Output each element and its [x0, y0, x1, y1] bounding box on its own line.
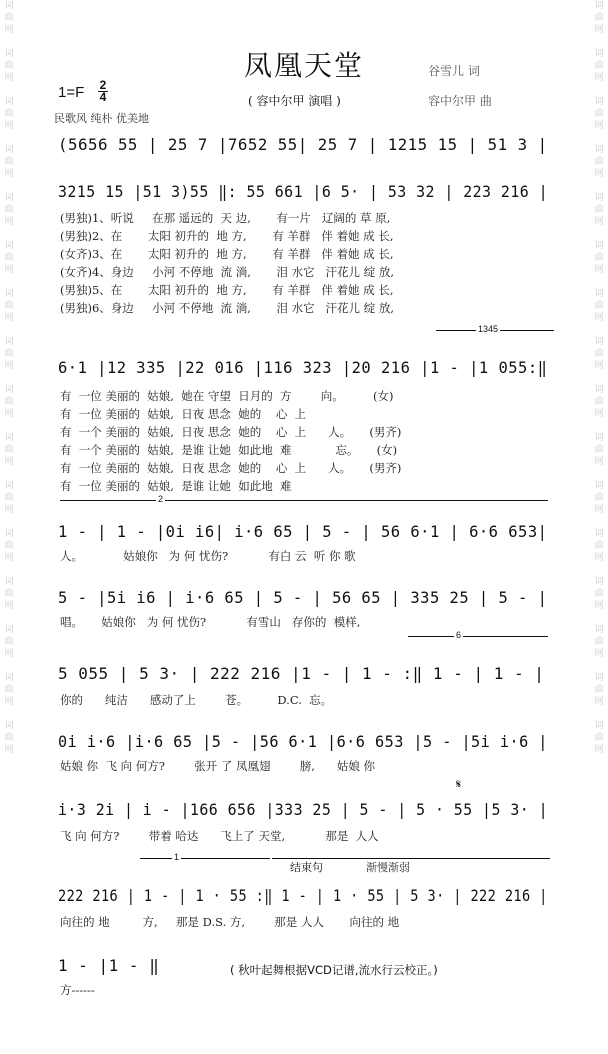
- notation-row-5: 5 - |5i i6 | i·6 65 | 5 - | 56 65 | 335 25 | 5 - |: [58, 588, 548, 607]
- composer-credit: 容中尔甲 曲: [428, 94, 492, 108]
- verse-line-2: (男独)2、在 太阳 初升的 地 方, 有 羊群 伴 着她 成 长,: [60, 229, 394, 243]
- lyricist-credit: 谷雪儿 词: [428, 64, 480, 78]
- volta-label-1: 1: [174, 852, 180, 862]
- verse-line-6: (男独)6、身边 小河 不停地 流 淌, 泪 水它 汗花儿 绽 放,: [60, 301, 395, 315]
- notation-row-4: 1 - | 1 - |0i i6| i·6 65 | 5 - | 56 6·1 | 6·6 653|: [58, 522, 548, 541]
- volta-label-1345: 1345: [478, 324, 499, 334]
- volta-bracket-1: [140, 858, 270, 859]
- dynamic-marking: 渐慢渐弱: [366, 861, 410, 874]
- lyric-row-6: 你的 纯洁 感动了上 苍。 D.C. 忘。: [60, 693, 333, 707]
- lyric-row-5: 唱。 姑娘你 为 何 忧伤? 有雪山 存你的 模样,: [60, 615, 361, 629]
- time-signature: [98, 80, 108, 103]
- notation-row-8: i·3 2i | i - |166 656 |333 25 | 5 - | 5 · 55 |5 3· |: [58, 800, 549, 819]
- verse-line-3: (女齐)3、在 太阳 初升的 地 方, 有 羊群 伴 着她 成 长,: [60, 247, 394, 261]
- volta-label-2: 2: [158, 494, 164, 504]
- refrain-line-2: 有 一位 美丽的 姑娘, 日夜 思念 她的 心 上: [60, 407, 307, 421]
- notation-row-9: 222 216 | 1 - | 1 · 55 :‖ 1 - | 1 · 55 | 5 3· | 222 216 |: [58, 886, 548, 905]
- watermark-right: 词曲网 词曲网 词曲网 词曲网 词曲网 词曲网 词曲网 词曲网 词曲网 词曲网 词曲网 词曲网 词曲网 词曲网 词曲网 词曲网: [594, 1, 604, 755]
- lyric-row-10: 方------: [60, 983, 95, 997]
- notation-row-6: 5 055 | 5 3· | 222 216 |1 - | 1 - :‖ 1 - | 1 - |: [58, 664, 545, 683]
- lyric-row-7: 姑娘 你 飞 向 何方? 张开 了 凤凰翅 膀, 姑娘 你: [60, 759, 375, 773]
- notation-row-3: 6·1 |12 335 |22 016 |116 323 |20 216 |1 - |1 055:‖: [58, 358, 548, 377]
- watermark-left: 词曲网 词曲网 词曲网 词曲网 词曲网 词曲网 词曲网 词曲网 词曲网 词曲网 词曲网 词曲网 词曲网 词曲网 词曲网 词曲网: [4, 1, 14, 755]
- refrain-line-3: 有 一个 美丽的 姑娘, 日夜 思念 她的 心 上 人。 (男齐): [60, 425, 402, 439]
- refrain-line-1: 有 一位 美丽的 姑娘, 她在 守望 日月的 方 向。 (女): [60, 389, 394, 403]
- ending-label: 结束句: [290, 861, 323, 874]
- segno-sign: 𝄋: [456, 777, 462, 791]
- verse-line-1: (男独)1、听说 在那 遥远的 天 边, 有一片 辽阔的 草 原,: [60, 211, 391, 225]
- performance-style: 民歌风 纯朴 优美地: [54, 112, 149, 125]
- refrain-line-6: 有 一位 美丽的 姑娘, 是谁 让她 如此地 难: [60, 479, 292, 493]
- transcription-note: ( 秋叶起舞根据VCD记谱,流水行云校正。): [230, 963, 438, 977]
- notation-row-1: (5656 55 | 25 7 |7652 55| 25 7 | 1215 15 | 51 3 |: [58, 135, 548, 154]
- notation-row-2: 3215 15 |51 3)55 ‖: 55 661 |6 5· | 53 32 | 223 216 |: [58, 182, 549, 201]
- lyric-row-4: 人。 姑娘你 为 何 忧伤? 有白 云 听 你 歌: [60, 549, 356, 563]
- key-signature: 1=F: [58, 84, 85, 101]
- volta-bracket-6: [408, 636, 548, 637]
- notation-row-10: 1 - |1 - ‖: [58, 956, 160, 975]
- song-title: 凤凰天堂: [243, 49, 364, 82]
- notation-row-7: 0i i·6 |i·6 65 |5 - |56 6·1 |6·6 653 |5 - |5i i·6 |: [58, 732, 548, 751]
- verse-line-4: (女齐)4、身边 小河 不停地 流 淌, 泪 水它 汗花儿 绽 放,: [60, 265, 395, 279]
- volta-bracket-2: [60, 500, 548, 501]
- volta-label-6: 6: [456, 630, 462, 640]
- lyric-row-9: 向往的 地 方, 那是 D.S. 方, 那是 人人 向往的 地: [60, 915, 400, 929]
- refrain-line-4: 有 一个 美丽的 姑娘, 是谁 让她 如此地 难 忘。 (女): [60, 443, 398, 457]
- singer-credit: ( 容中尔甲 演唱 ): [248, 94, 341, 108]
- time-signature-top: 2: [99, 78, 107, 92]
- refrain-line-5: 有 一位 美丽的 姑娘, 日夜 思念 她的 心 上 人。 (男齐): [60, 461, 402, 475]
- verse-line-5: (男独)5、在 太阳 初升的 地 方, 有 羊群 伴 着她 成 长,: [60, 283, 394, 297]
- time-signature-bottom: 4: [99, 90, 107, 104]
- lyric-row-8: 飞 向 何方? 带着 哈达 飞上了 天堂, 那是 人人: [60, 829, 379, 843]
